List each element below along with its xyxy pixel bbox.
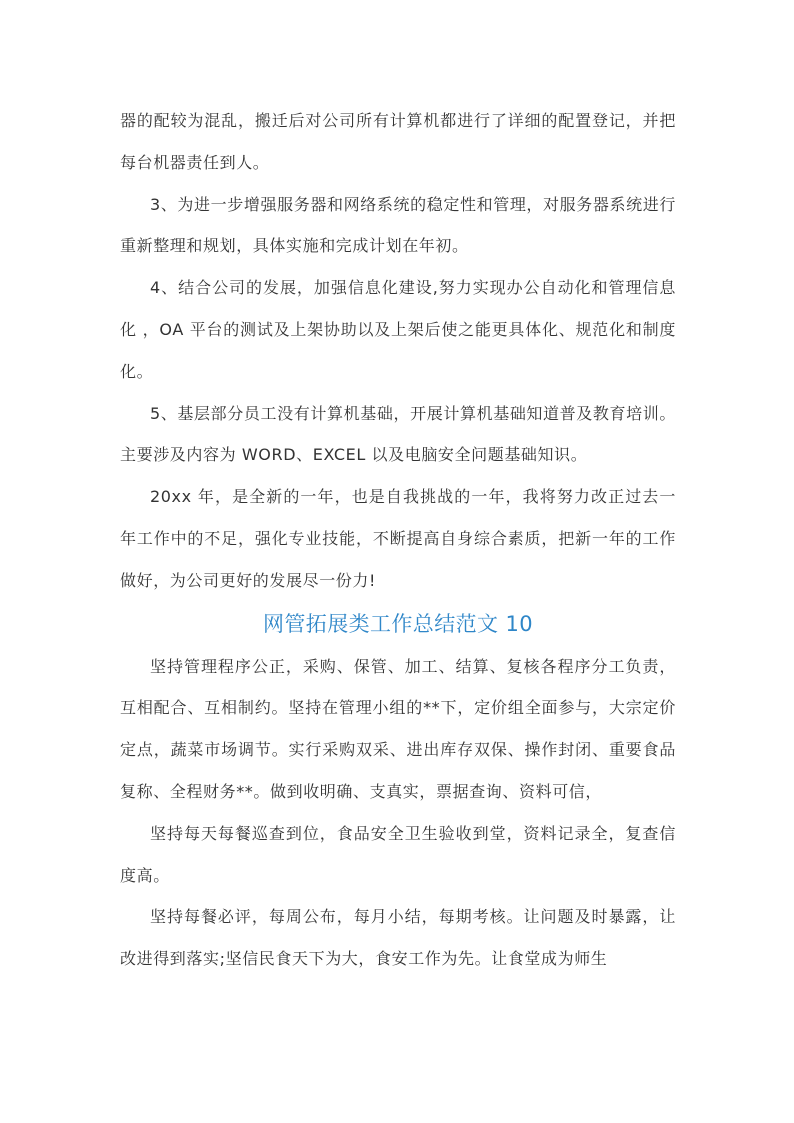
paragraph-config-registration: 器的配较为混乱，搬迁后对公司所有计算机都进行了详细的配置登记，并把每台机器责任到人。 [120,111,676,172]
paragraph-item-3-server-management: 3、为进一步增强服务器和网络系统的稳定性和管理，对服务器系统进行重新整理和规划，具体实施和完成计划在年初。 [120,194,676,256]
paragraph-item-4-informatization: 4、结合公司的发展，加强信息化建设,努力实现办公自动化和管理信息化 ，OA 平台的测试及上架协助以及上架后使之能更具体化、规范化和制度化。 [120,278,676,381]
document-body [120,100,676,980]
paragraph-daily-inspection: 坚持每天每餐巡查到位，食品安全卫生验收到堂，资料记录全，复查信度高。 [120,823,676,885]
section-title: 网管拓展类工作总结范文 10 [263,611,533,636]
paragraph-meal-evaluation: 坚持每餐必评，每周公布，每月小结，每期考核。让问题及时暴露，让改进得到落实;坚信民食天下为大，食安工作为先。让食堂成为师生 [120,907,676,969]
paragraph-item-5-computer-training: 5、基层部分员工没有计算机基础，开展计算机基础知道普及教育培训。主要涉及内容为 WORD、EXCEL 以及电脑安全问题基础知识。 [120,403,676,465]
paragraph-new-year-outlook: 20xx 年，是全新的一年，也是自我挑战的一年，我将努力改正过去一年工作中的不足，强化专业技能，不断提高自身综合素质，把新一年的工作做好，为公司更好的发展尽一份力! [120,487,676,590]
paragraph-procurement-management: 坚持管理程序公正，采购、保管、加工、结算、复核各程序分工负责，互相配合、互相制约。坚持在管理小组的**下，定价组全面参与，大宗定价定点，蔬菜市场调节。实行采购双采、进出库存双保、操作封闭、重要食品复称、全程财务**。做到收明确、支真实，票据查询、资料可信， [120,656,676,801]
